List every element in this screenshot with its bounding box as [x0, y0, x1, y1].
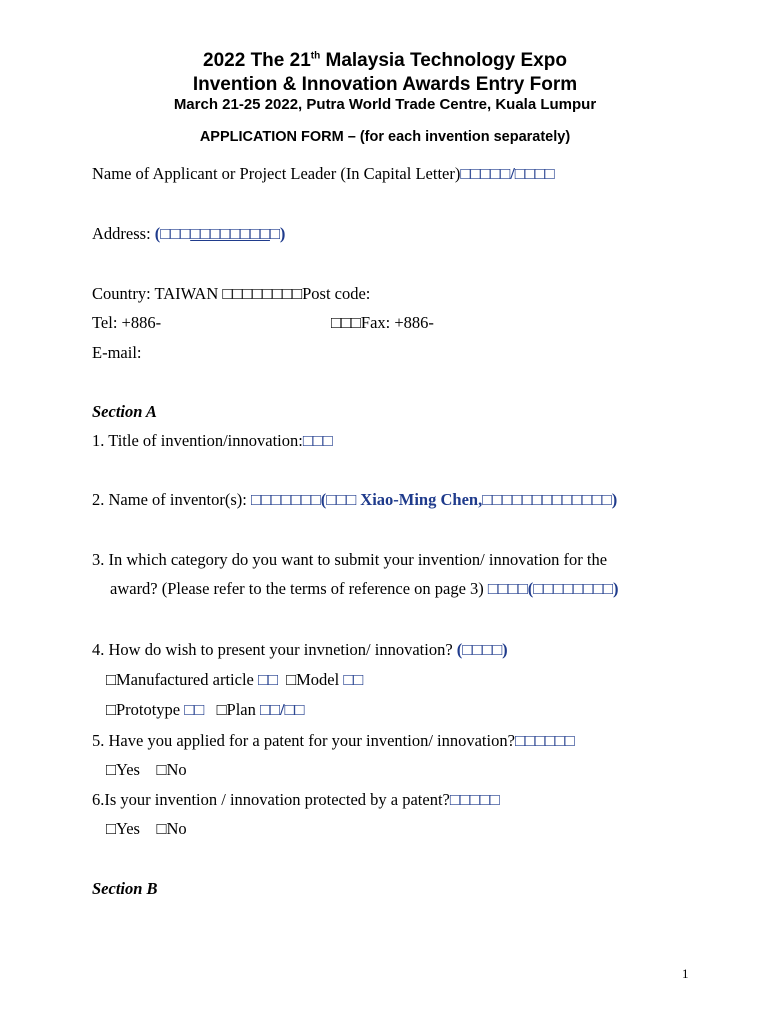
question-4-label: 4. How do wish to present your invnetion/ innovation? — [92, 640, 457, 659]
applicant-name-hint: □□□□□/□□□□ — [460, 164, 555, 183]
applicant-name-label: Name of Applicant or Project Leader (In Capital Letter) — [92, 164, 461, 183]
question-4-options-row-2 — [106, 700, 304, 720]
question-6-options — [106, 819, 187, 839]
page-number: 1 — [682, 966, 689, 981]
question-3-line-1: 3. In which category do you want to submit your invention/ innovation for the — [92, 550, 608, 569]
form-title-line-2: Invention & Innovation Awards Entry Form — [192, 74, 578, 95]
option-model-checkbox[interactable]: □Model □□ — [286, 670, 364, 689]
question-6-hint: □□□□□ — [449, 790, 500, 809]
address-label: Address: — [92, 224, 155, 243]
question-4 — [92, 640, 508, 660]
question-2-hint: □□□□□□□(□□□ Xiao-Ming Chen,□□□□□□□□□□□□□) — [251, 490, 618, 509]
question-5 — [92, 731, 575, 751]
question-5-hint: □□□□□□ — [514, 731, 575, 750]
option-prototype-checkbox[interactable]: □Prototype □□ — [106, 700, 205, 719]
question-6-yes-checkbox[interactable]: □Yes — [106, 819, 140, 838]
question-3-line-2 — [110, 579, 619, 599]
email-field: E-mail: — [92, 343, 142, 362]
address-field — [92, 224, 285, 244]
event-subtitle: March 21-25 2022, Putra World Trade Centre, Kuala Lumpur — [173, 96, 597, 113]
option-plan-checkbox[interactable]: □Plan □□/□□ — [216, 700, 305, 719]
question-4-options-row-1 — [106, 670, 363, 690]
question-3-hint: □□□□(□□□□□□□□) — [487, 579, 619, 598]
question-6-label: 6.Is your invention / innovation protected by a patent? — [92, 790, 450, 809]
address-hint: (□□□□□□□□□□□□) — [154, 224, 286, 243]
question-4-hint: (□□□□) — [456, 640, 508, 659]
section-b-heading: Section B — [92, 879, 158, 898]
country-postcode-field: Country: TAIWAN □□□□□□□□Post code: — [92, 284, 371, 303]
section-a-heading: Section A — [92, 402, 157, 421]
tel-field: Tel: +886- — [92, 313, 162, 332]
question-5-options — [106, 760, 187, 780]
address-hint-link[interactable]: □□□□□□□□ — [190, 224, 270, 243]
applicant-name-field — [92, 164, 555, 184]
question-6 — [92, 790, 500, 810]
question-2-label: 2. Name of inventor(s): — [92, 490, 251, 509]
question-1-label: 1. Title of invention/innovation: — [92, 431, 303, 450]
fax-field: □□□Fax: +886- — [331, 313, 434, 332]
application-form-note: APPLICATION FORM – (for each invention separately) — [199, 129, 571, 145]
form-title-line-1: 2022 The 21th Malaysia Technology Expo — [203, 50, 567, 71]
question-6-no-checkbox[interactable]: □No — [156, 819, 187, 838]
question-5-yes-checkbox[interactable]: □Yes — [106, 760, 140, 779]
question-5-label: 5. Have you applied for a patent for your invention/ innovation? — [92, 731, 515, 750]
question-2 — [92, 490, 617, 510]
question-3-label: award? (Please refer to the terms of reference on page 3) — [110, 579, 488, 598]
question-1-hint: □□□ — [302, 431, 333, 450]
question-5-no-checkbox[interactable]: □No — [156, 760, 187, 779]
question-1 — [92, 431, 333, 451]
option-manufactured-article-checkbox[interactable]: □Manufactured article □□ — [106, 670, 278, 689]
